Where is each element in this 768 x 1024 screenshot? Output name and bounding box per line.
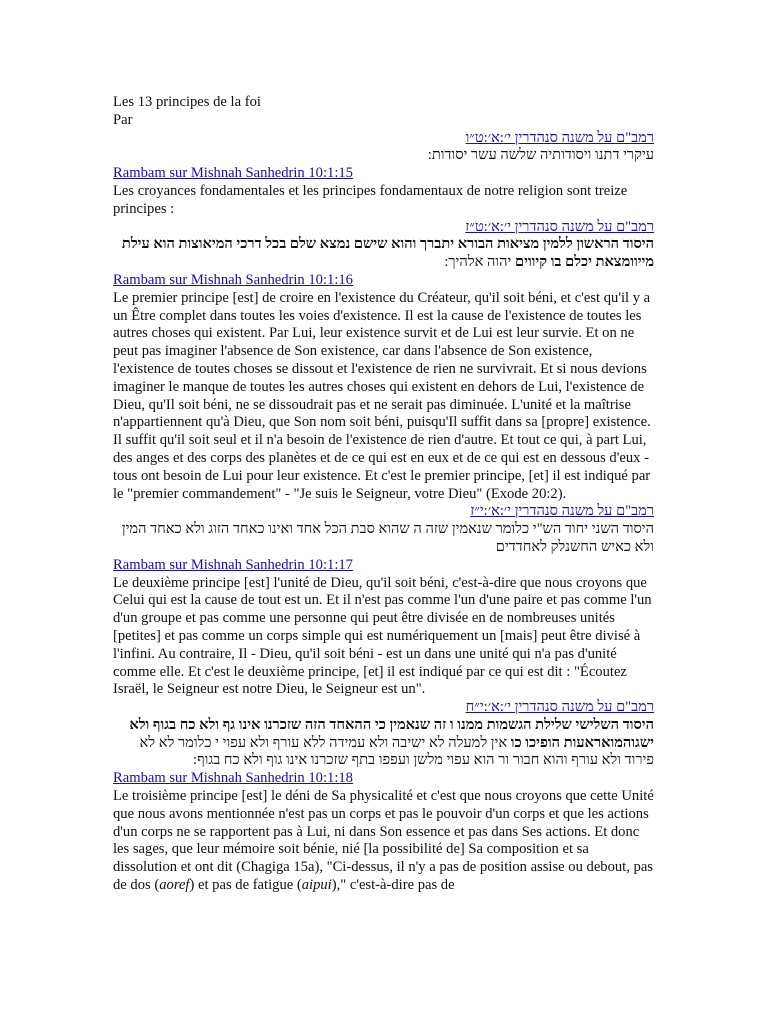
byline: Par — [113, 111, 133, 128]
french-source-link-2[interactable]: Rambam sur Mishnah Sanhedrin 10:1:16 — [113, 271, 353, 288]
french-source-link-3[interactable]: Rambam sur Mishnah Sanhedrin 10:1:17 — [113, 556, 353, 573]
hebrew-text-4-body: אין למעלה לא ישיבה ולא עמידה ללא עורף ולא עפוי י כלומר לא לא פירוד ולא עורף והוא חבור ור הוא עפוי מלשן ועפפו בתף שזכרנו אינו גוף ולא כח בגוף: — [139, 734, 654, 769]
document-title: Les 13 principes de la foi — [113, 94, 261, 110]
hebrew-text-4 — [113, 717, 654, 770]
french-translation-1: Les croyances fondamentales et les principes fondamentaux de notre religion sont treize principes : — [113, 182, 628, 217]
french-source-link-1[interactable]: Rambam sur Mishnah Sanhedrin 10:1:15 — [113, 165, 353, 182]
french-translation-4 — [113, 788, 654, 895]
term-aipui: aipui — [301, 877, 332, 894]
french-translation-4-c: )," c'est-à-dire pas de — [331, 877, 455, 894]
hebrew-text-2 — [113, 236, 654, 272]
hebrew-source-link-1[interactable]: רמב"ם על משנה סנהדרין י׳:א׳:ט״ו — [465, 129, 654, 146]
hebrew-text-4-bold: היסוד השלישי שלילת הגשמות ממנו ו זה שנאמין כי ההאחד הזה שזכרנו אינו גף ולא כח בגוף ולא ישגוהמואראעות הופיכו כו — [129, 716, 654, 751]
hebrew-text-3 — [113, 521, 654, 557]
french-translation-4-a: Le troisième principe [est] le déni de Sa physicalité et c'est que nous croyons que cette Unité que nous avons mentionnée n'est pas un corps et pas le pouvoir d'un corps et que les actions d'un corps ne se rapportent pas à Lui, ni dans Son essence et pas dans Ses actions. Et donc les sages, que leur mémoire soit bénie, nié [la possibilité de] Sa composition et sa dissolution et ont dit (Chagiga 15a), "Ci-dessus, il n'y a pas de position assise ou debout, pas de dos ( — [113, 788, 654, 894]
document-body — [113, 94, 654, 895]
hebrew-text-1-body: עיקרי דתנו ויסודותיה שלשה עשר יסודות: — [427, 147, 654, 164]
hebrew-source-link-4[interactable]: רמב"ם על משנה סנהדרין י׳:א׳:י״ח — [465, 699, 654, 716]
french-translation-3: Le deuxième principe [est] l'unité de Dieu, qu'il soit béni, c'est-à-dire que nous croyons que Celui qui est la cause de tout est un. Et il n'est pas comme l'un d'une paire et pas comme l'un d'un groupe et pas comme une personne qui peut être divisée en de nombreuses unités [petites] et pas comme un corps simple qui est numériquement un [mais] peut être divisé à l'infini. Au contraire, Il - Dieu, qu'il soit béni - est un dans une unité qui n'a pas d'unité comme elle. Et c'est le deuxième principe, [et] il est indiqué par ce qui est dit : "Écoutez Israël, le Seigneur est notre Dieu, le Seigneur est un". — [113, 574, 652, 698]
french-source-link-4[interactable]: Rambam sur Mishnah Sanhedrin 10:1:18 — [113, 770, 353, 787]
term-aoref: aoref — [159, 877, 190, 894]
hebrew-text-2-body: יהוה אלהיך: — [444, 254, 512, 271]
hebrew-source-link-2[interactable]: רמב"ם על משנה סנהדרין י׳:א׳:ט״ז — [465, 218, 654, 235]
hebrew-source-link-3[interactable]: רמב"ם על משנה סנהדרין י׳:א׳:י״ז — [470, 503, 654, 520]
french-translation-2: Le premier principe [est] de croire en l'existence du Créateur, qu'il soit béni, et c'est qu'il y a un Être complet dans toutes les voies d'existence. Il est la cause de l'existence de toutes les autres choses qui existent. Par Lui, leur existence survit et de Lui est leur survie. Et on ne peut pas imaginer l'absence de Son existence, car dans l'absence de Son existence, l'existence de toutes choses se dissout et l'existence de rien ne survivrait. Et si nous devions imaginer le manque de toutes les autres choses qui existent en dehors de Lui, l'existence de Dieu, qu'Il soit béni, ne se dissoudrait pas et ne serait pas diminuée. L'unité et la maîtrise n'appartiennent qu'à Dieu, que Son nom soit béni, puisqu'Il suffit dans sa [propre] existence. Il suffit qu'il soit seul et il n'a besoin de l'existence de rien d'autre. Et tout ce qui, à part Lui, des anges et des corps des planètes et de ce qui est en eux et de ce qui est en dessous d'eux - tous ont besoin de Lui pour leur existence. Et c'est le premier principe, [et] il est indiqué par le "premier commandement" - "Je suis le Seigneur, votre Dieu" (Exode 20:2). — [113, 289, 651, 502]
french-translation-4-b: ) et pas de fatigue ( — [189, 877, 302, 894]
hebrew-text-1 — [113, 147, 654, 165]
hebrew-text-3-body: היסוד השני יחוד הש"י כלומר שנאמין שזה ה שהוא סבת הכל אחד ואינו כאחד הזוג ולא כאחד המין ולא כאיש החשנלק לאחדדים — [121, 521, 654, 555]
hebrew-text-2-bold: היסוד הראשון ללמין מציאות הבורא יתברך והוא שישם נמצא שלם בכל דרכי המיאוצות הוא עילת מייוומצאת יכלם בו קיווים — [121, 236, 654, 271]
